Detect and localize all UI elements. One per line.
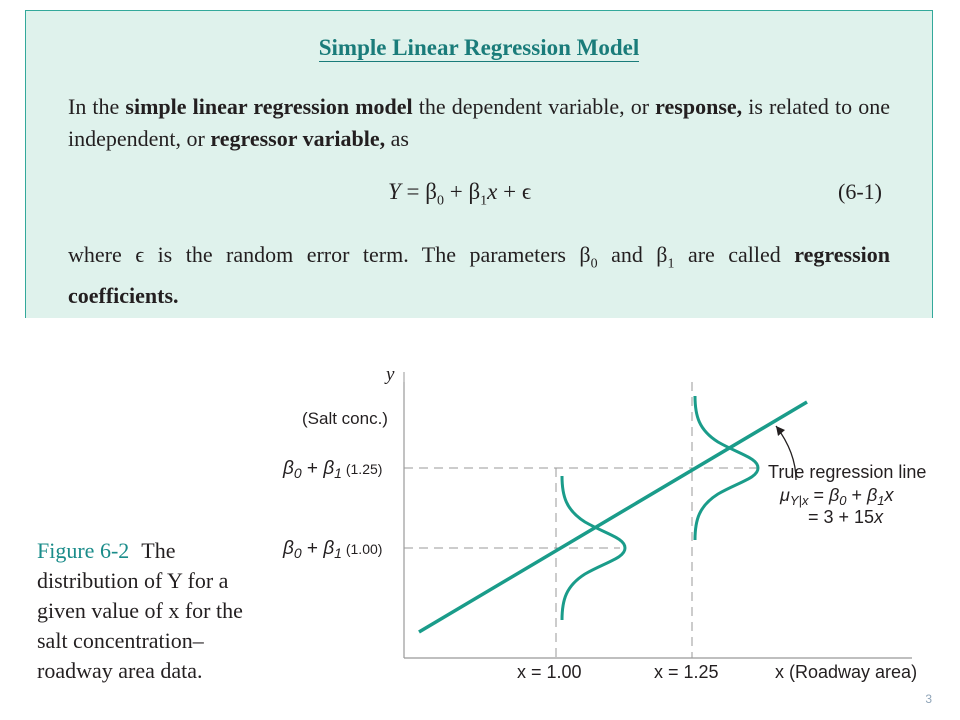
equation-number: (6-1) bbox=[838, 179, 882, 204]
annotation-line-2: $\mu_Y|x = \beta_0 + \beta_1x$ bbox=[780, 485, 894, 508]
y-axis-name: (Salt conc.) bbox=[302, 409, 388, 428]
annotation-arrowhead bbox=[776, 426, 785, 436]
annotation-line-1: True regression line bbox=[768, 462, 927, 482]
bold-term: regression coefficients. bbox=[68, 242, 890, 309]
regression-line bbox=[419, 402, 807, 632]
paragraph-text: as bbox=[385, 126, 409, 151]
regression-equation: $Y = \beta_0 + \beta_1x + \epsilon$ bbox=[388, 179, 532, 209]
tick-label-high: $\beta_0 + \beta_1$ $^{(1.25)}$ bbox=[283, 458, 383, 481]
bold-term: simple linear regression model bbox=[125, 94, 413, 119]
y-axis-symbol: y bbox=[386, 364, 395, 385]
x-tick-2: x = 1.25 bbox=[654, 662, 719, 682]
paragraph-text: the dependent variable, or bbox=[412, 94, 656, 119]
figure-label: Figure 6-2 bbox=[37, 538, 130, 563]
paragraph-text: is related to one independent, or bbox=[68, 94, 890, 151]
caption-text: The distribution of Y for a given value of x for the salt concentration–roadway area data. bbox=[37, 538, 243, 683]
bold-term: regressor variable, bbox=[210, 126, 386, 151]
page-number: 3 bbox=[925, 692, 932, 706]
annotation-line-3: = 3 + 15x bbox=[808, 507, 884, 527]
x-tick-1: x = 1.00 bbox=[517, 662, 582, 682]
paragraph-text: where ϵ is the random error term. The parameters $\beta_0$ and $\beta_1$ are called bbox=[68, 242, 795, 272]
bold-term: response, bbox=[655, 94, 743, 119]
x-axis-label: x (Roadway area) bbox=[775, 662, 918, 682]
tick-label-low: $\beta_0 + \beta_1$ $^{(1.00)}$ bbox=[283, 538, 383, 561]
box-title: Simple Linear Regression Model bbox=[318, 35, 640, 60]
paragraph-text: In the bbox=[68, 94, 126, 119]
